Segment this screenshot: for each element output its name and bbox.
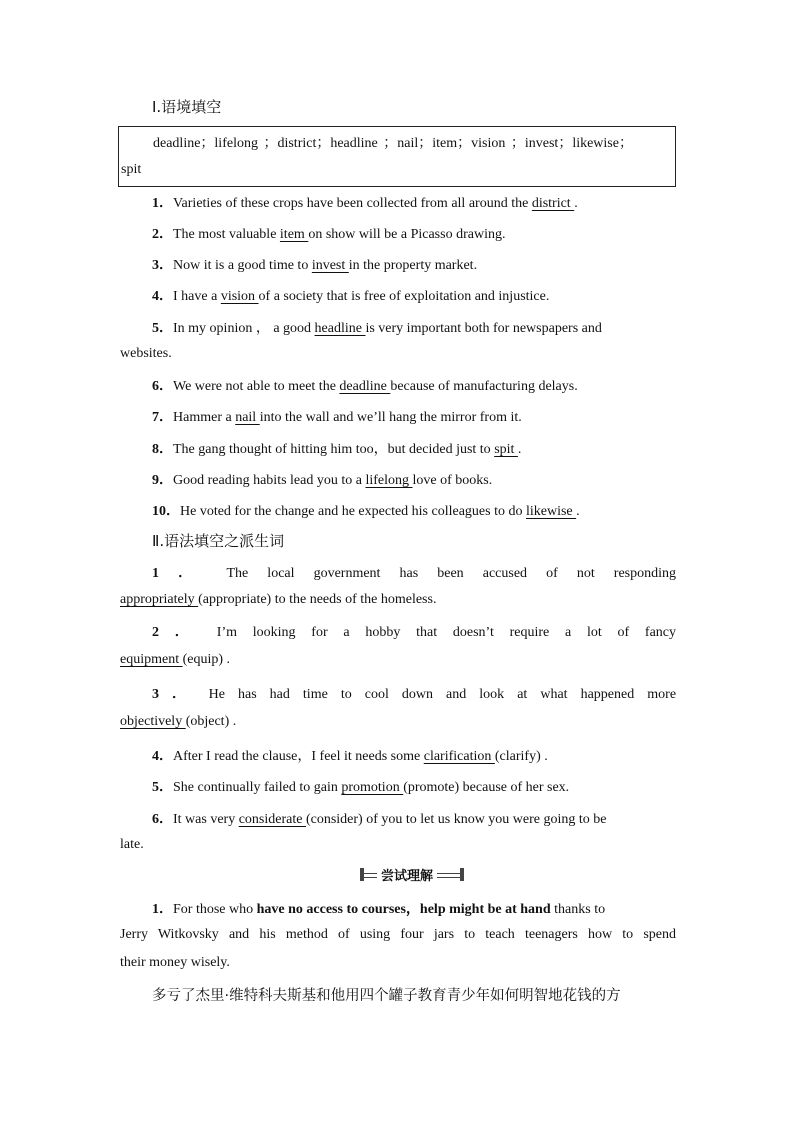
- s1-item-8: 8．The gang thought of hitting him too，but decided just to spit .: [152, 442, 522, 457]
- section2-title: Ⅱ.语法填空之派生词: [152, 532, 285, 550]
- answer-blank: district: [531, 196, 575, 211]
- answer-blank: headline: [314, 321, 366, 336]
- answer-blank: item: [279, 227, 309, 242]
- s3-translation: 多亏了杰里·维特科夫斯基和他用四个罐子教育青少年如何明智地花钱的方: [152, 988, 621, 1004]
- s1-item-6: 6．We were not able to meet the deadline because of manufacturing delays.: [152, 379, 578, 394]
- s2-item-3-cont: objectively (object) .: [120, 714, 237, 729]
- answer-blank: deadline: [339, 379, 391, 394]
- answer-blank: invest: [311, 258, 349, 273]
- s1-item-10: 10．He voted for the change and he expected his colleagues to do likewise .: [152, 504, 580, 519]
- answer-blank: equipment: [120, 652, 183, 667]
- answer-blank: considerate: [238, 812, 306, 827]
- s2-item-2-cont: equipment (equip) .: [120, 652, 231, 667]
- word-bank-line2: spit: [121, 162, 142, 177]
- s2-item-3: 3 ． He has had time to cool down and look at what happened more: [152, 687, 677, 702]
- s2-item-6: 6．It was very considerate (consider) of you to let us know you were going to be: [152, 812, 607, 827]
- s2-item-2: 2 ． I’m looking for a hobby that doesn’t require a lot of fancy: [152, 625, 677, 640]
- s2-item-1: 1 ． The local government has been accused of not responding: [152, 566, 677, 581]
- s1-item-3: 3．Now it is a good time to invest in the property market.: [152, 258, 478, 273]
- s1-item-9: 9．Good reading habits lead you to a lifelong love of books.: [152, 473, 493, 488]
- s1-item-5-cont: websites.: [120, 346, 172, 361]
- answer-blank: promotion: [341, 780, 404, 795]
- answer-blank: objectively: [120, 714, 186, 729]
- s1-item-5: 5．In my opinion ， a good headline is very important both for newspapers and: [152, 321, 602, 336]
- s1-item-4: 4．I have a vision of a society that is free of exploitation and injustice.: [152, 289, 550, 304]
- answer-blank: spit: [494, 442, 518, 457]
- s3-item-1-line1: 1．For those who have no access to courses，help might be at hand thanks to: [152, 902, 606, 917]
- s2-item-5: 5．She continually failed to gain promotion (promote) because of her sex.: [152, 780, 570, 795]
- answer-blank: vision: [220, 289, 259, 304]
- section3-tag: [360, 866, 464, 884]
- s1-item-1: 1．Varieties of these crops have been collected from all around the district .: [152, 196, 578, 211]
- answer-blank: nail: [235, 410, 260, 425]
- s1-item-2: 2．The most valuable item on show will be a Picasso drawing.: [152, 227, 506, 242]
- s2-item-1-cont: appropriately (appropriate) to the needs of the homeless.: [120, 592, 437, 607]
- answer-blank: lifelong: [365, 473, 413, 488]
- s1-item-7: 7．Hammer a nail into the wall and we’ll hang the mirror from it.: [152, 410, 522, 425]
- s3-item-1-line3: their money wisely.: [120, 955, 230, 970]
- answer-blank: likewise: [525, 504, 577, 519]
- s2-item-4: 4．After I read the clause，I feel it needs some clarification (clarify) .: [152, 749, 548, 764]
- word-bank-box: [118, 126, 676, 187]
- answer-blank: clarification: [423, 749, 495, 764]
- word-bank-line1: deadline；lifelong ；district；headline ；nail；item；vision ；invest；likewise；: [153, 136, 633, 151]
- s2-item-6-cont: late.: [120, 837, 144, 852]
- section3-tag-label: 尝试理解: [377, 865, 437, 884]
- s3-item-1-line2: Jerry Witkovsky and his method of using four jars to teach teenagers how to spend: [120, 927, 676, 942]
- section1-title: Ⅰ.语境填空: [152, 98, 222, 116]
- answer-blank: appropriately: [120, 592, 199, 607]
